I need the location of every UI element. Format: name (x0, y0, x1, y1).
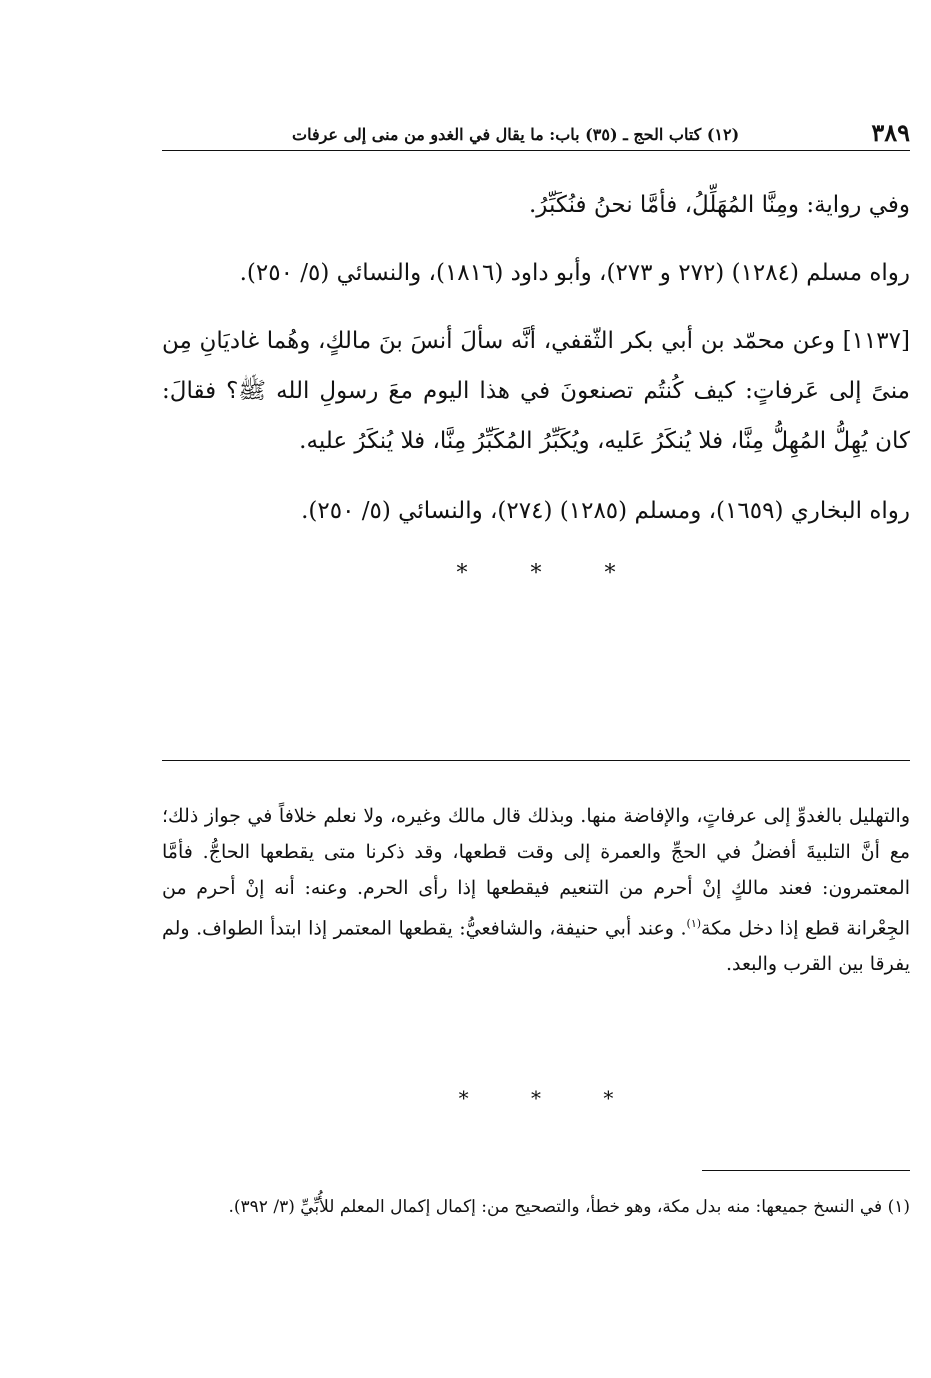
narration-variant: وفي رواية: ومِنَّا المُهَلِّلُ، فأمَّا نحنُ فنُكَبِّرُ. (528, 192, 910, 218)
commentary-text: . وعند أبي حنيفة، والشافعيُّ: يقطعها المعتمر إذا ابتدأ الطواف. ولم يفرقا بين القرب والبعد. (162, 917, 910, 976)
hadith-1137: [١١٣٧] وعن محمّد بن أبي بكر الثّقفي، أنَّه سألَ أنسَ بنَ مالكٍ، وهُما غاديَانِ مِن منىً إلى عَرفاتٍ: كيف كُنتُم تصنعونَ في هذا اليوم معَ رسولِ الله ﷺ؟ فقالَ: كان يُهِلُّ المُهِلُّ مِنَّا، فلا يُنكَرُ عَليه، ويُكَبِّرُ المُكَبِّرُ مِنَّا، فلا يُنكَرُ عليه. (162, 328, 910, 454)
footnote-divider (702, 1170, 910, 1171)
commentary-separator: * * * (458, 1086, 614, 1110)
commentary-paragraph (162, 798, 910, 982)
source-citation: رواه مسلم (١٢٨٤) (٢٧٢ و ٢٧٣)، وأبو داود (١٨١٦)، والنسائي (٥/ ٢٥٠). (239, 260, 910, 286)
footnote-text: (١) في النسخ جميعها: منه بدل مكة، وهو خطأ، والتصحيح من: إكمال إكمال المعلم للأُبِّيِّ (٣/ ٣٩٢). (228, 1197, 910, 1217)
running-title: (١٢) كتاب الحج ـ (٣٥) باب: ما يقال في الغدو من منى إلى عرفات (292, 125, 740, 144)
main-text (162, 180, 910, 594)
commentary-text: والتهليل بالغدوِّ إلى عرفاتٍ، والإفاضة منها. وبذلك قال مالك وغيره، ولا نعلم خلافاً في جواز ذلك؛ مع أنَّ التلبيةَ أفضلُ في الحجِّ والعمرة إلى وقت قطعها، وقد ذكرنا متى يقطعها الحاجُّ. فأمَّا المعتمرون: فعند مالكٍ إنْ أحرم من التنعيم فيقطعها إذا رأى الحرم. وعنه: أنه إنْ أحرم من الجِعْرانة قطع إذا دخل مكة (162, 805, 910, 940)
page-number: ٣٨٩ (871, 118, 910, 147)
footnote (162, 1190, 910, 1224)
source-citation: رواه البخاري (١٦٥٩)، ومسلم (١٢٨٥) (٢٧٤)، والنسائي (٥/ ٢٥٠). (301, 498, 910, 524)
section-separator: * * * (456, 561, 616, 586)
page-header (162, 112, 910, 151)
commentary-divider (162, 760, 910, 761)
commentary (162, 798, 910, 982)
footnote-reference: (١) (686, 917, 702, 930)
